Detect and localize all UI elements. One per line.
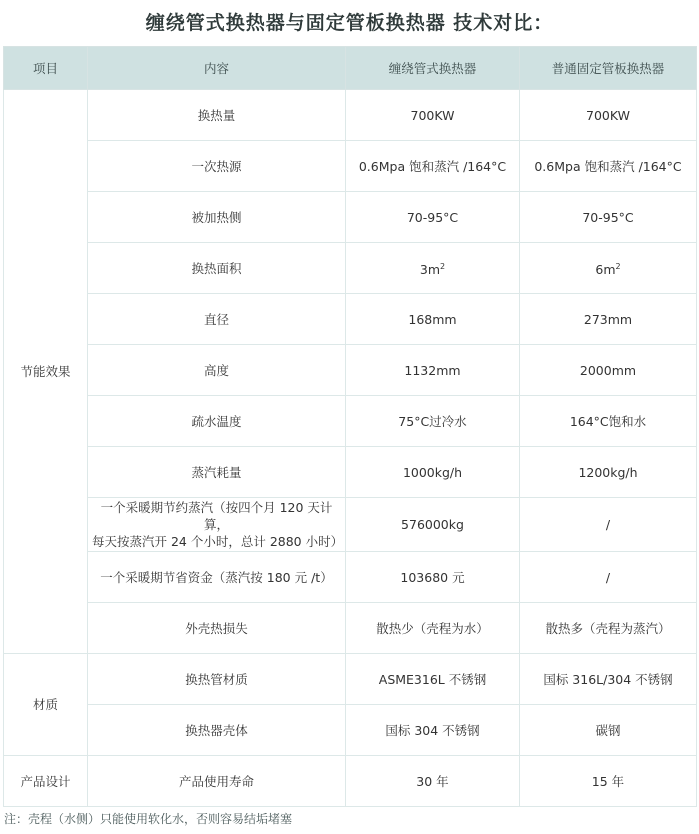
table-row — [4, 498, 697, 552]
table-row — [4, 345, 697, 396]
row-wound-value: 1000kg/h — [346, 447, 520, 498]
table-row — [4, 90, 697, 141]
row-item-line: 每天按蒸汽开 24 个小时，总计 2880 小时） — [92, 534, 344, 549]
row-item: 换热面积 — [88, 243, 346, 294]
row-fixed-value: 164°C饱和水 — [520, 396, 697, 447]
value-base: 6m — [595, 262, 616, 278]
table-row — [4, 756, 697, 807]
row-wound-value: ASME316L 不锈钢 — [346, 654, 520, 705]
row-wound-value: 30 年 — [346, 756, 520, 807]
header-row — [4, 47, 697, 90]
header-wound-exchanger: 缠绕管式换热器 — [346, 47, 520, 90]
row-item-line: 一个采暖期节约蒸汽（按四个月 120 天计算， — [100, 500, 333, 532]
row-item: 疏水温度 — [88, 396, 346, 447]
table-row — [4, 603, 697, 654]
table-row — [4, 294, 697, 345]
value-superscript: 2 — [615, 261, 621, 271]
header-project: 项目 — [4, 47, 88, 90]
row-fixed-value: 273mm — [520, 294, 697, 345]
row-fixed-value: 15 年 — [520, 756, 697, 807]
value-superscript: 2 — [440, 261, 446, 271]
table-body — [4, 90, 697, 807]
table-header — [4, 47, 697, 90]
row-wound-value: 700KW — [346, 90, 520, 141]
row-item: 换热器壳体 — [88, 705, 346, 756]
row-item: 直径 — [88, 294, 346, 345]
row-fixed-value: 2000mm — [520, 345, 697, 396]
group-product-design: 产品设计 — [4, 756, 88, 807]
row-fixed-value: 1200kg/h — [520, 447, 697, 498]
row-wound-value: 0.6Mpa 饱和蒸汽 /164°C — [346, 141, 520, 192]
header-fixed-exchanger: 普通固定管板换热器 — [520, 47, 697, 90]
comparison-table — [3, 46, 697, 807]
row-fixed-value: 国标 316L/304 不锈钢 — [520, 654, 697, 705]
row-wound-value: 103680 元 — [346, 552, 520, 603]
table-row — [4, 396, 697, 447]
page-title: 缠绕管式换热器与固定管板换热器 技术对比： — [145, 12, 554, 34]
row-wound-value: 1132mm — [346, 345, 520, 396]
header-content: 内容 — [88, 47, 346, 90]
row-item: 一个采暖期节省资金（蒸汽按 180 元 /t） — [88, 552, 346, 603]
row-item: 产品使用寿命 — [88, 756, 346, 807]
row-wound-value: 国标 304 不锈钢 — [346, 705, 520, 756]
row-item — [88, 498, 346, 552]
row-fixed-value: 0.6Mpa 饱和蒸汽 /164°C — [520, 141, 697, 192]
row-wound-value: 576000kg — [346, 498, 520, 552]
row-fixed-value — [520, 243, 697, 294]
row-fixed-value: 散热多（壳程为蒸汽） — [520, 603, 697, 654]
row-item: 蒸汽耗量 — [88, 447, 346, 498]
row-fixed-value: 70-95°C — [520, 192, 697, 243]
group-energy-saving: 节能效果 — [4, 90, 88, 654]
table-row — [4, 705, 697, 756]
row-fixed-value: 700KW — [520, 90, 697, 141]
group-material: 材质 — [4, 654, 88, 756]
row-wound-value: 168mm — [346, 294, 520, 345]
row-fixed-value: 碳钢 — [520, 705, 697, 756]
row-fixed-value: / — [520, 498, 697, 552]
row-item: 一次热源 — [88, 141, 346, 192]
table-row — [4, 654, 697, 705]
row-fixed-value: / — [520, 552, 697, 603]
row-item: 外壳热损失 — [88, 603, 346, 654]
row-wound-value: 70-95°C — [346, 192, 520, 243]
row-item: 换热管材质 — [88, 654, 346, 705]
table-row — [4, 447, 697, 498]
table-row — [4, 552, 697, 603]
table-row — [4, 141, 697, 192]
row-wound-value: 75°C过冷水 — [346, 396, 520, 447]
row-item: 高度 — [88, 345, 346, 396]
row-item: 换热量 — [88, 90, 346, 141]
row-wound-value: 散热少（壳程为水） — [346, 603, 520, 654]
footnote: 注：壳程（水侧）只能使用软化水，否则容易结垢堵塞 — [4, 812, 293, 826]
value-base: 3m — [419, 262, 441, 278]
row-wound-value — [346, 243, 520, 294]
table-row — [4, 243, 697, 294]
table-row — [4, 192, 697, 243]
row-item: 被加热侧 — [88, 192, 346, 243]
